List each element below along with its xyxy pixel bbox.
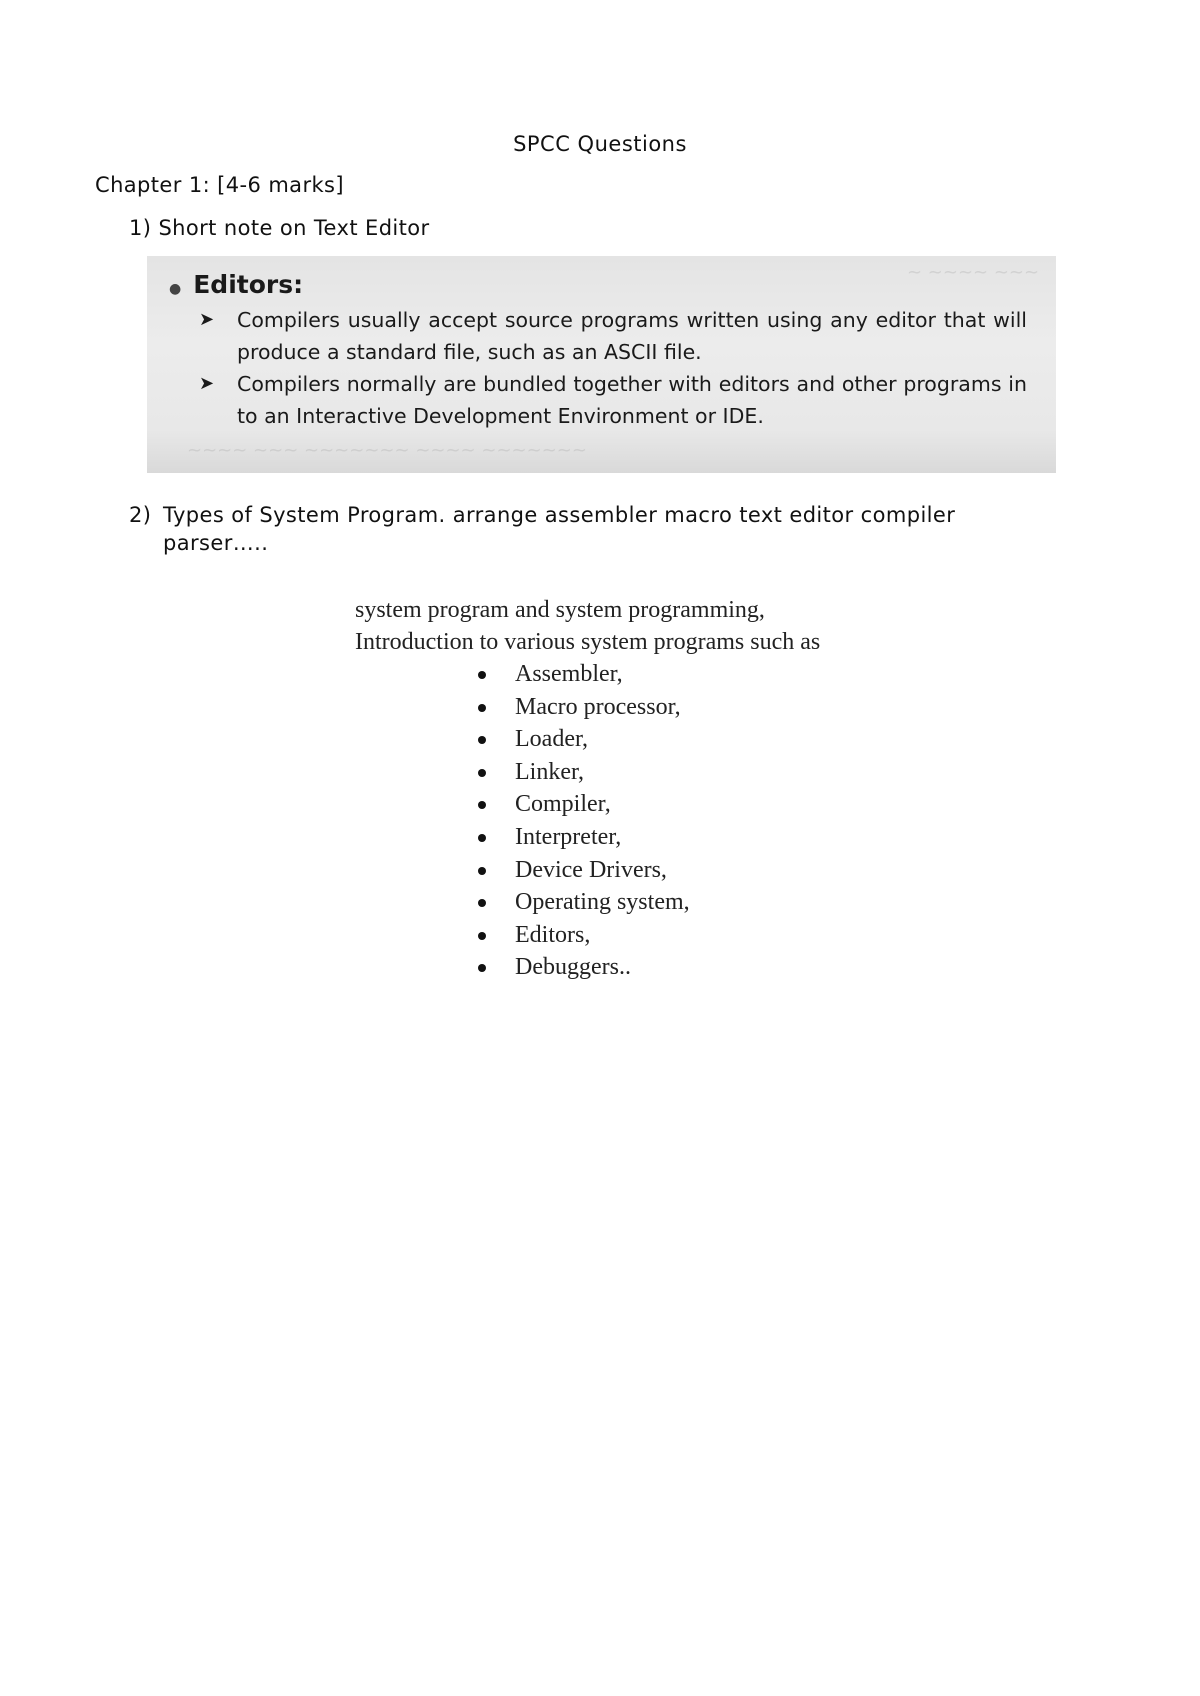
bullet-icon [478, 704, 486, 712]
bullet-icon [478, 899, 486, 907]
bullet-icon [478, 769, 486, 777]
editors-point-2 [199, 368, 1027, 432]
question-1 [129, 216, 430, 240]
list-item: Assembler, [355, 658, 875, 691]
editors-point-2-text: Compilers normally are bundled together with editors and other programs in to an Interactive Development Environment or IDE. [237, 372, 1027, 428]
bullet-icon [478, 671, 486, 679]
question-2 [129, 501, 1039, 557]
syllabus-line-1: system program and system programming, [355, 597, 765, 623]
scanned-system-programs-image [355, 594, 875, 984]
list-item: Interpreter, [355, 821, 875, 854]
arrow-bullet-icon: ➤ [199, 309, 215, 330]
bullet-icon: ● [169, 281, 182, 297]
scanned-editors-image [147, 256, 1056, 473]
bullet-icon [478, 867, 486, 875]
editors-heading [169, 270, 303, 299]
list-item: Debuggers.. [355, 951, 875, 984]
editors-point-1-text: Compilers usually accept source programs written using any editor that will produce a standard file, such as an ASCII file. [237, 308, 1027, 364]
list-item: Macro processor, [355, 691, 875, 724]
question-1-number: 1) [129, 216, 152, 240]
question-2-number: 2) [129, 503, 152, 527]
editors-heading-text: Editors: [193, 270, 304, 299]
list-item: Linker, [355, 756, 875, 789]
bullet-icon [478, 932, 486, 940]
list-item: Device Drivers, [355, 854, 875, 887]
question-2-text: Types of System Program. arrange assembler macro text editor compiler parser….. [163, 503, 956, 555]
bleed-through-text: ~~~~ ~~~ ~~~~~~~ ~~~~ ~~~~~~~ [187, 440, 587, 461]
bullet-icon [478, 736, 486, 744]
list-item: Operating system, [355, 886, 875, 919]
bullet-icon [478, 801, 486, 809]
bleed-through-text: ~ ~~~~ ~~~ [907, 262, 1040, 283]
chapter-heading: Chapter 1: [4-6 marks] [95, 173, 344, 197]
question-1-text: Short note on Text Editor [158, 216, 430, 240]
bullet-icon [478, 834, 486, 842]
list-item: Compiler, [355, 788, 875, 821]
arrow-bullet-icon: ➤ [199, 373, 215, 394]
list-item: Editors, [355, 919, 875, 952]
system-programs-list [355, 658, 875, 984]
bullet-icon [478, 964, 486, 972]
list-item: Loader, [355, 723, 875, 756]
page-title: SPCC Questions [513, 132, 687, 156]
syllabus-line-2: Introduction to various system programs such as [355, 629, 821, 655]
editors-point-1 [199, 304, 1027, 368]
